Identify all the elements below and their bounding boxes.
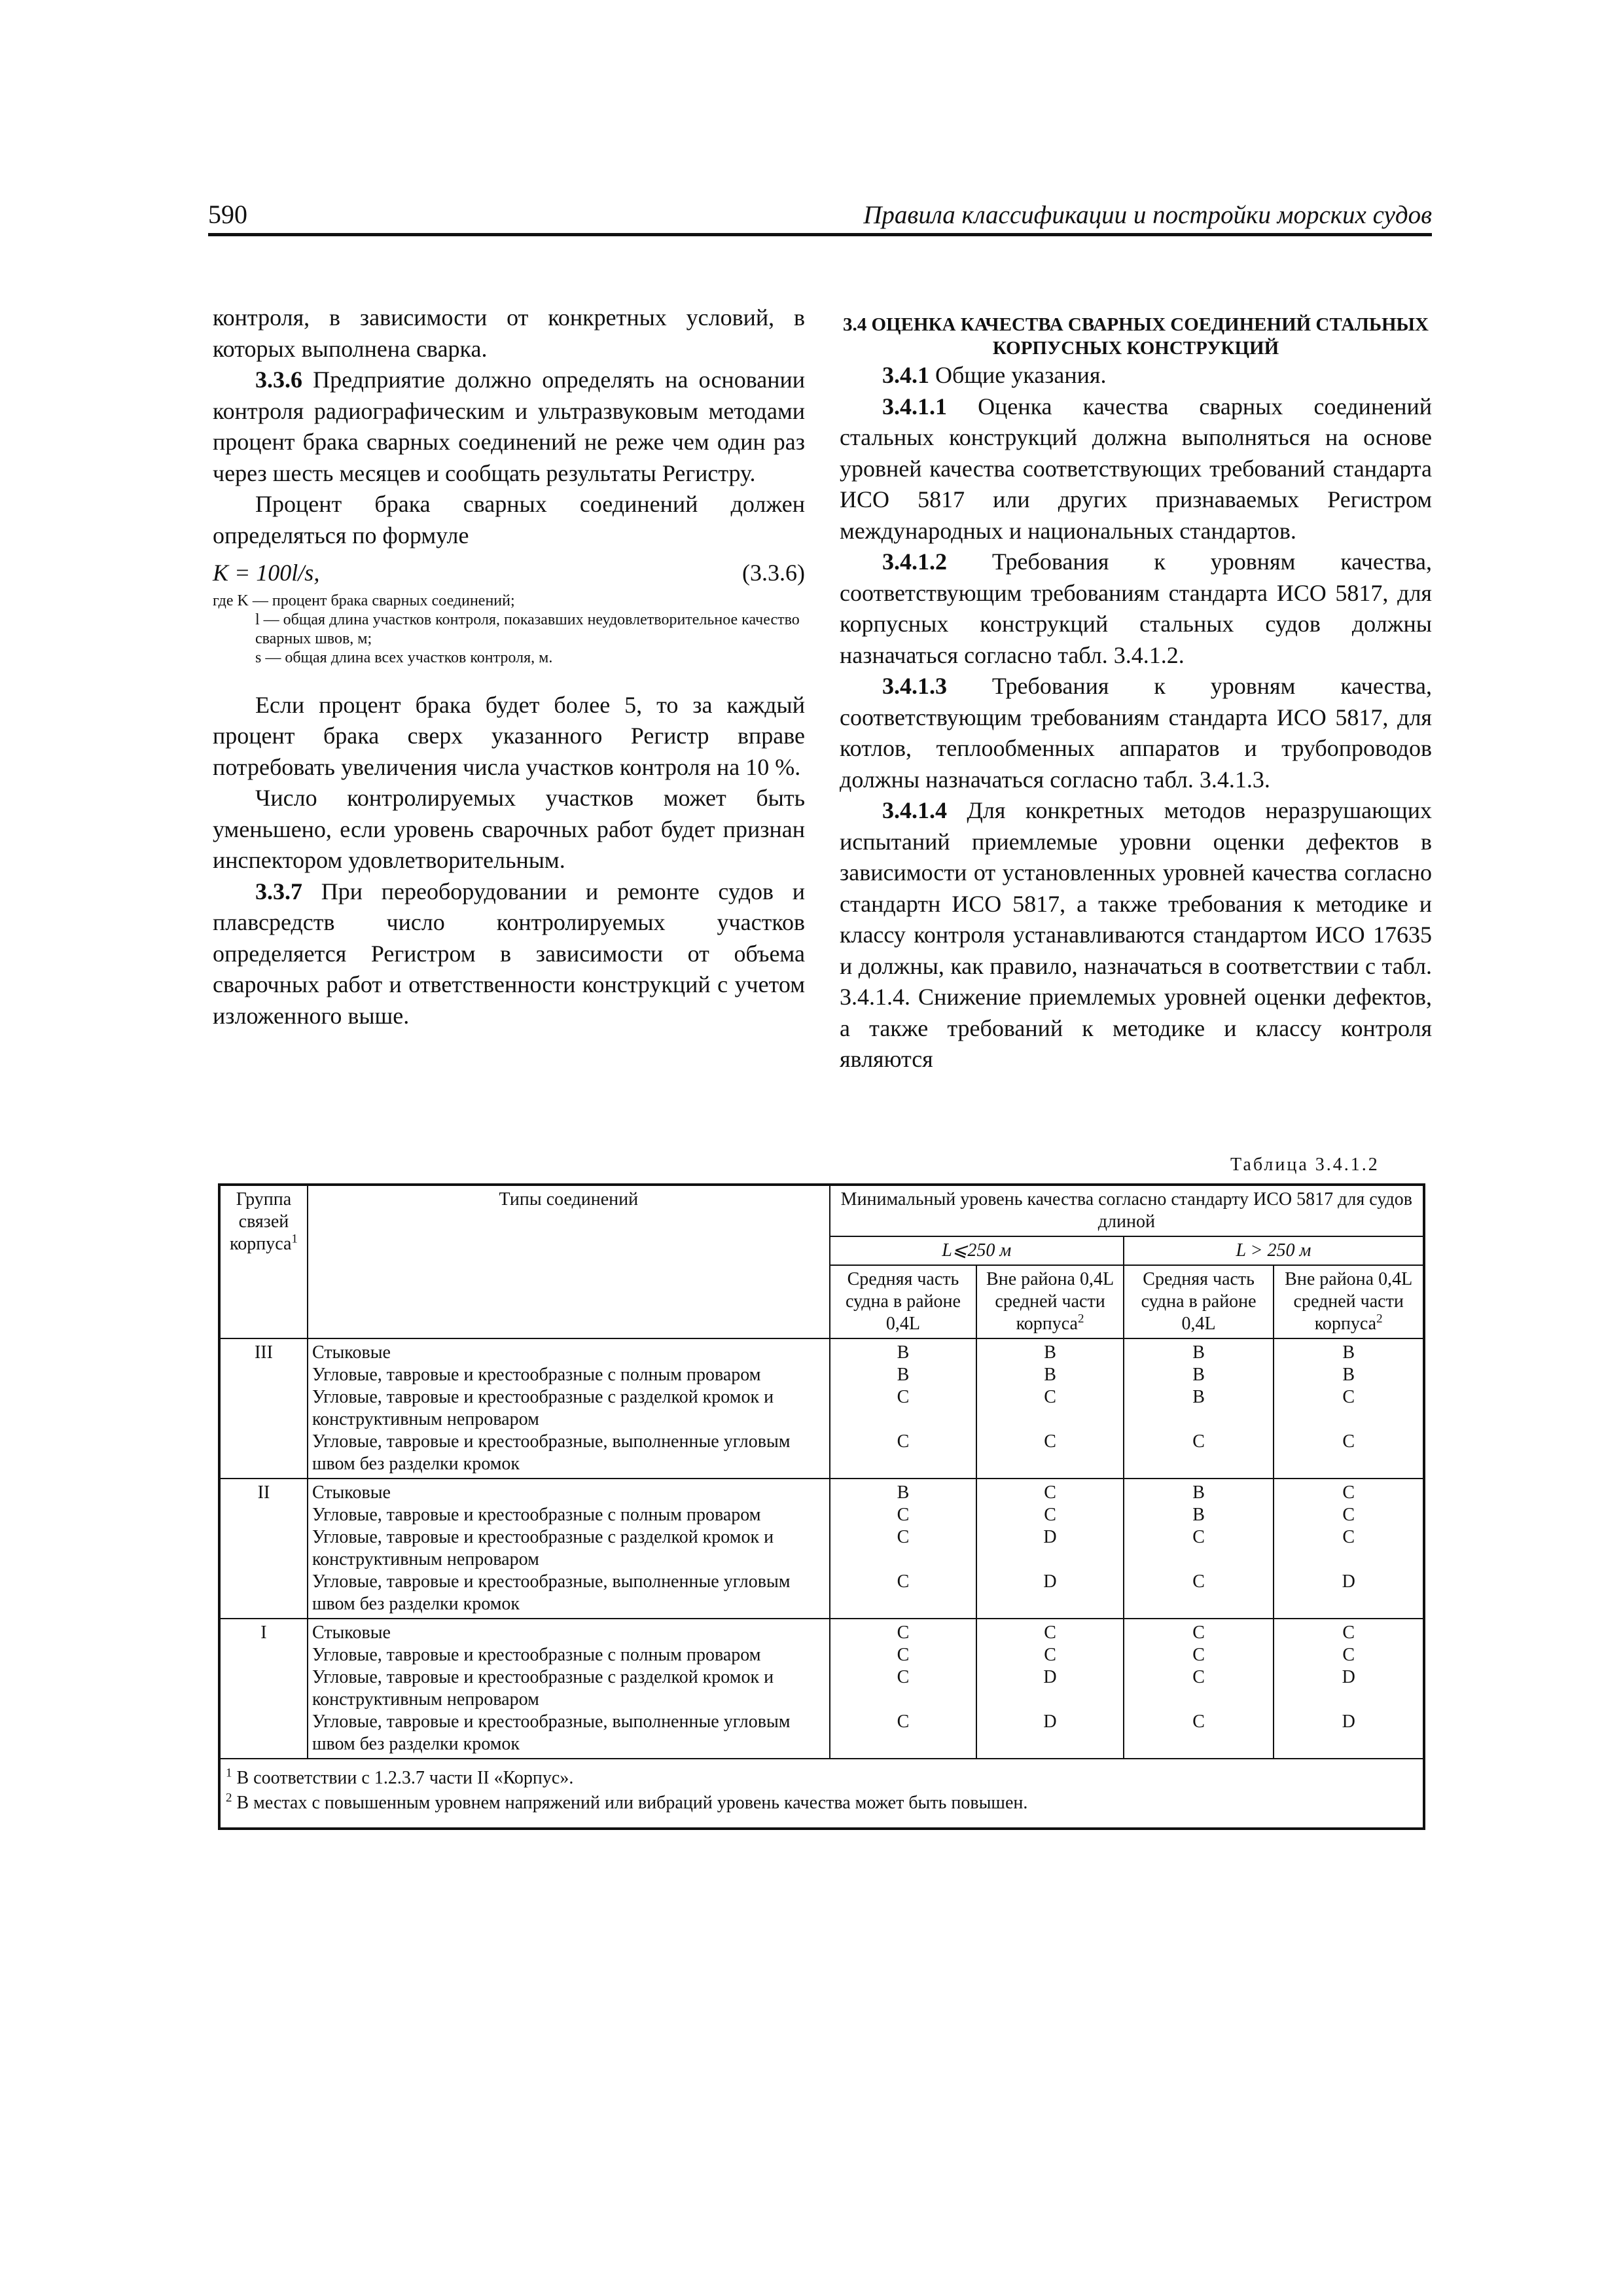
running-title: Правила классификации и постройки морских судов [863, 201, 1432, 229]
formula-number: (3.3.6) [742, 560, 805, 586]
header-types: Типы соединений [308, 1185, 830, 1338]
group-cell: II [219, 1479, 308, 1619]
section-heading: 3.4 ОЦЕНКА КАЧЕСТВА СВАРНЫХ СОЕДИНЕНИЙ СТАЛЬНЫХ КОРПУСНЫХ КОНСТРУКЦИЙ [843, 314, 1429, 359]
types-cell: Стыковые Угловые, тавровые и крестообразные с полным проваром Угловые, тавровые и крестообразные с разделкой кромок и конструктивным непроваром Угловые, тавровые и крестообразные, выполненные угловым швом без разделки кромок [308, 1479, 830, 1619]
table-footnotes [219, 1759, 1424, 1829]
paragraph-3-4-1-4: 3.4.1.4 Для конкретных методов неразрушающих испытаний приемлемые уровни оценки дефектов в зависимости от установленных уровней качества согласно стандартн ИСО 5817, а также требования к методике и классу контроля устанавливаются стандартом ИСО 17635 и должны, как правило, назначаться в соответствии с табл. 3.4.1.4. Снижение приемлемых уровней оценки дефектов, а также требований к методике и классу контроля являются [840, 797, 1432, 1072]
quality-table [218, 1183, 1425, 1830]
value-cell: C C C D [1274, 1479, 1424, 1619]
value-cell: B B C C [1274, 1338, 1424, 1479]
legend-item: где K — процент брака сварных соединений; [213, 592, 515, 609]
right-column [840, 313, 1432, 1075]
paragraph-3-4-1-3: 3.4.1.3 Требования к уровням качества, соответствующим требованиям стандарта ИСО 5817, для котлов, теплообменных аппаратов и трубопроводов должны назначаться согласно табл. 3.4.1.3. [840, 673, 1432, 793]
header-mid: Средняя часть судна в районе 0,4L [830, 1265, 977, 1338]
value-cell: C C D D [976, 1479, 1124, 1619]
page-number: 590 [208, 200, 247, 229]
value-cell: B B B C [1124, 1338, 1274, 1479]
table-row [219, 1619, 1424, 1759]
table-row [219, 1338, 1424, 1479]
value-cell: B B C C [830, 1338, 977, 1479]
header-length-1: L⩽250 м [830, 1236, 1124, 1265]
value-cell: C C D D [976, 1619, 1124, 1759]
page-header [208, 196, 1432, 236]
types-cell: Стыковые Угловые, тавровые и крестообразные с полным проваром Угловые, тавровые и крестообразные с разделкой кромок и конструктивным непроваром Угловые, тавровые и крестообразные, выполненные угловым швом без разделки кромок [308, 1619, 830, 1759]
paragraph-3-4-1-2: 3.4.1.2 Требования к уровням качества, соответствующим требованиям стандарта ИСО 5817, для корпусных конструкций стальных судов должны назначаться согласно табл. 3.4.1.2. [840, 548, 1432, 668]
header-out: Вне района 0,4L средней части корпуса$^2$ [976, 1265, 1124, 1338]
group-cell: I [219, 1619, 308, 1759]
value-cell: B B C C [976, 1338, 1124, 1479]
left-column [213, 302, 805, 1031]
paragraph: Если процент брака будет более 5, то за каждый процент брака сверх указанного Регистр вправе потребовать увеличения числа участков контроля на 10 %. [213, 691, 805, 780]
header-length-2: L > 250 м [1124, 1236, 1424, 1265]
value-cell: C C C C [830, 1619, 977, 1759]
header-out: Вне района 0,4L средней части корпуса$^2$ [1274, 1265, 1424, 1338]
section-number: 3.3.7 [255, 878, 302, 905]
value-cell: C C D D [1274, 1619, 1424, 1759]
legend-item: s — общая длина всех участков контроля, м. [255, 649, 553, 666]
paragraph-3-4-1: 3.4.1 Общие указания. [882, 362, 1107, 388]
paragraph: Процент брака сварных соединений должен определяться по формуле [213, 491, 805, 548]
value-cell: B C C C [830, 1479, 977, 1619]
legend-item: l — общая длина участков контроля, показавших неудовлетворительное качество сварных швов, м; [255, 611, 800, 647]
formula-legend [213, 592, 805, 668]
table-row [219, 1479, 1424, 1619]
header-mid: Средняя часть судна в районе 0,4L [1124, 1265, 1274, 1338]
paragraph-3-4-1-1: 3.4.1.1 Оценка качества сварных соединений стальных конструкций должна выполняться на основе уровней качества соответствующих требований стандарта ИСО 5817 или других признаваемых Регистром международных и национальных стандартов. [840, 393, 1432, 544]
footnote-2: $^2$ В местах с повышенным уровнем напряжений или вибраций уровень качества может быть повышен. [226, 1791, 1028, 1813]
header-group: Группа связей корпуса$^1$ [219, 1185, 308, 1338]
footnote-1: $^1$ В соответствии с 1.2.3.7 части II «Корпус». [226, 1766, 574, 1788]
section-number: 3.3.6 [255, 367, 302, 393]
header-min-level: Минимальный уровень качества согласно стандарту ИСО 5817 для судов длиной [830, 1185, 1424, 1236]
paragraph-3-3-7: 3.3.7 При переоборудовании и ремонте судов и плавсредств число контролируемых участков определяется Регистром в зависимости от объема сварочных работ и ответственности конструкций с учетом изложенного выше. [213, 878, 805, 1029]
table-caption: Таблица 3.4.1.2 [1230, 1155, 1380, 1175]
group-cell: III [219, 1338, 308, 1479]
paragraph: контроля, в зависимости от конкретных условий, в которых выполнена сварка. [213, 304, 805, 362]
types-cell: Стыковые Угловые, тавровые и крестообразные с полным проваром Угловые, тавровые и крестообразные с разделкой кромок и конструктивным непроваром Угловые, тавровые и крестообразные, выполненные угловым швом без разделки кромок [308, 1338, 830, 1479]
value-cell: C C C C [1124, 1619, 1274, 1759]
paragraph-3-3-6: 3.3.6 Предприятие должно определять на основании контроля радиографическим и ультразвуковым методами процент брака сварных соединений не реже чем один раз через шесть месяцев и сообщать результаты Регистру. [213, 367, 805, 486]
paragraph: Число контролируемых участков может быть уменьшено, если уровень сварочных работ будет признан инспектором удовлетворительным. [213, 785, 805, 873]
formula-expression: K = 100l/s, [213, 560, 320, 586]
value-cell: B B C C [1124, 1479, 1274, 1619]
formula [213, 558, 805, 589]
